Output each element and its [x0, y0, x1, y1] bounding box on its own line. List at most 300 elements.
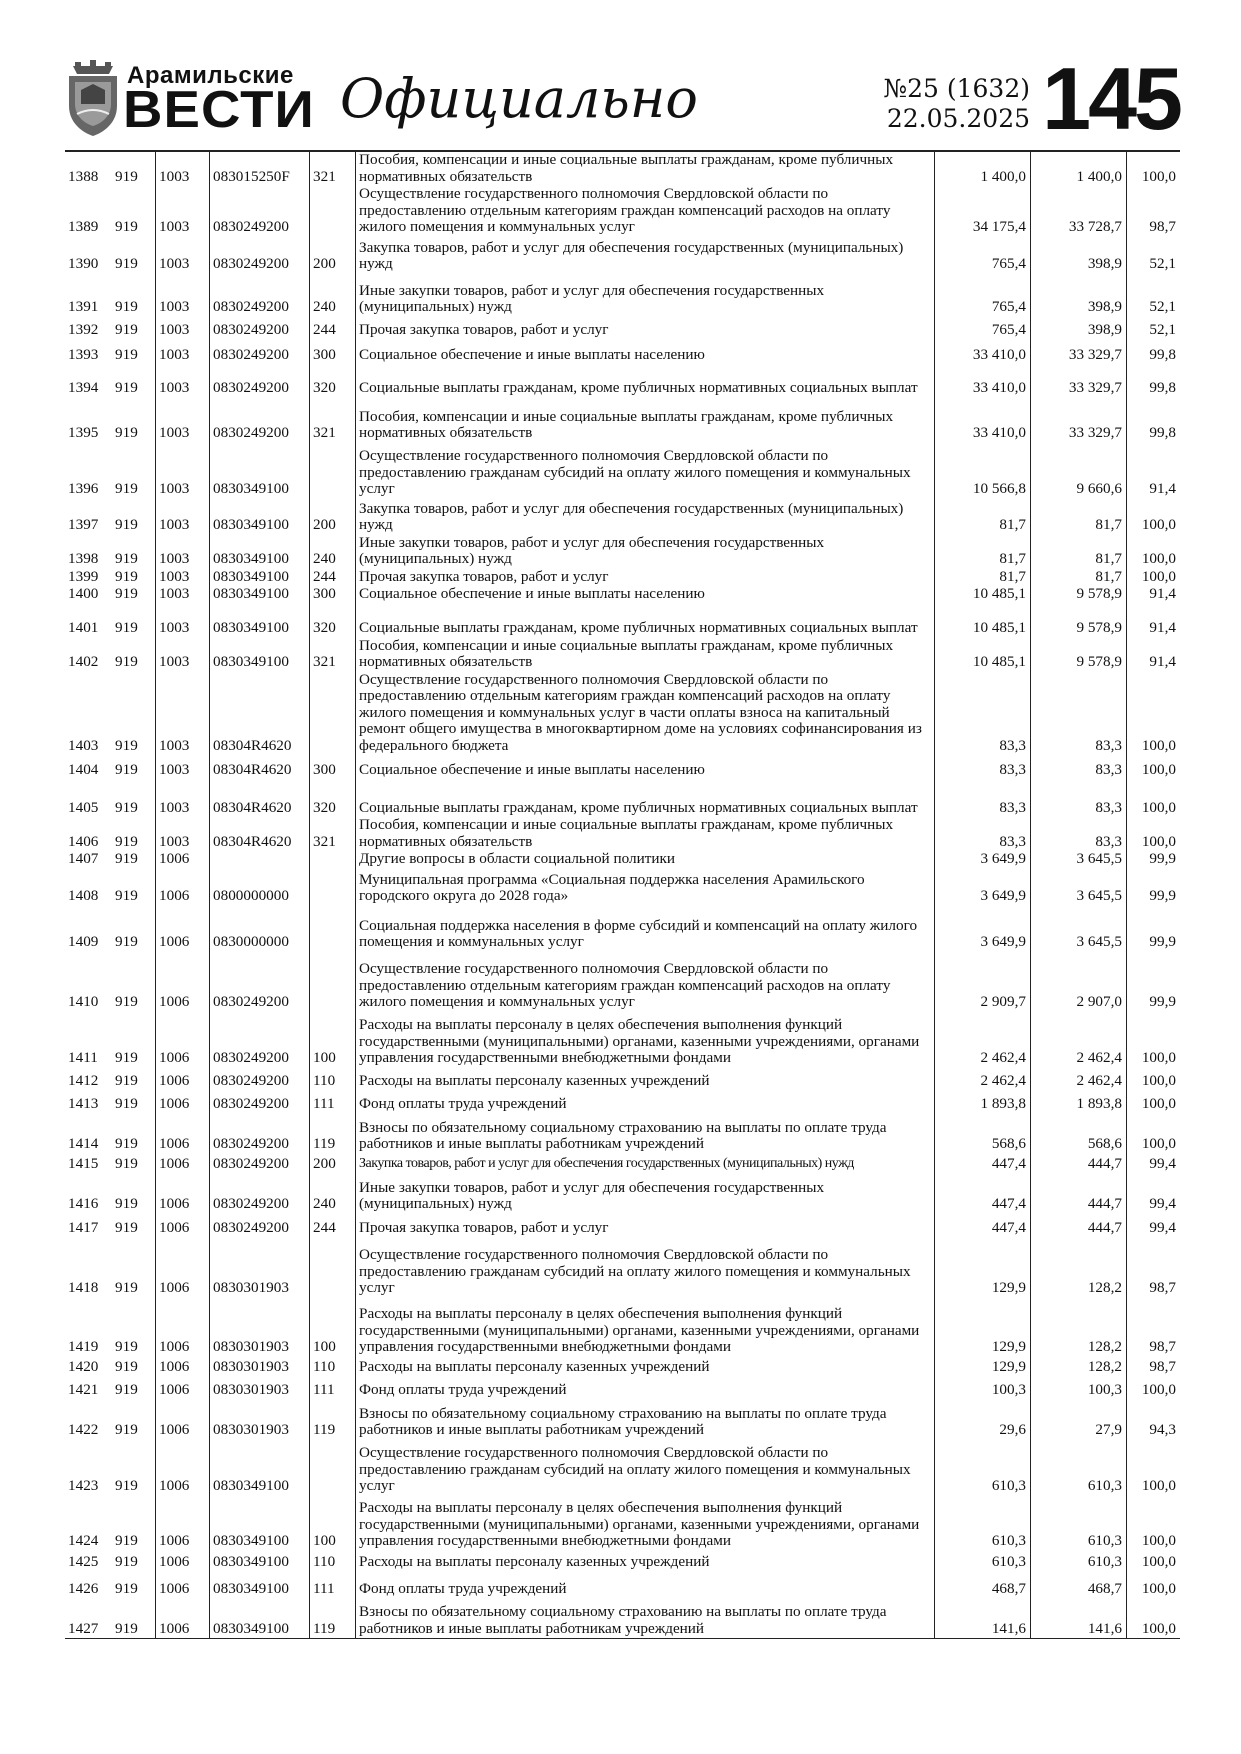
- planned-amount: 447,4: [935, 1174, 1031, 1214]
- expense-type-code: 321: [310, 152, 356, 186]
- planned-amount: 447,4: [935, 1154, 1031, 1174]
- section-code: 1006: [156, 906, 210, 952]
- executed-amount: 444,7: [1031, 1174, 1127, 1214]
- expense-type-code: 100: [310, 1298, 356, 1357]
- target-article-code: 0830349100: [210, 1496, 310, 1551]
- planned-amount: 447,4: [935, 1214, 1031, 1238]
- ministry-code: 919: [115, 1049, 138, 1066]
- item-description: Расходы на выплаты персоналу казенных учреждений: [356, 1357, 935, 1377]
- target-article-code: 0830349100: [210, 1440, 310, 1496]
- section-code: 1006: [156, 1238, 210, 1298]
- item-description: Муниципальная программа «Социальная поддержка населения Арамильского городского округа до 2028 года»: [356, 869, 935, 906]
- execution-percent: 99,8: [1127, 398, 1181, 443]
- executed-amount: 398,9: [1031, 274, 1127, 317]
- ministry-code: 919: [115, 798, 138, 816]
- item-description: Осуществление государственного полномочия Свердловской области по предоставлению гражданам субсидий на оплату жилого помещения и коммунальных услуг: [356, 1440, 935, 1496]
- item-description: Закупка товаров, работ и услуг для обеспечения государственных (муниципальных) нужд: [356, 499, 935, 535]
- executed-amount: 9 578,9: [1031, 586, 1127, 604]
- expense-type-code: 110: [310, 1357, 356, 1377]
- section-code: 1003: [156, 586, 210, 604]
- ministry-code: 919: [115, 653, 138, 670]
- executed-amount: 128,2: [1031, 1298, 1127, 1357]
- item-description: Фонд оплаты труда учреждений: [356, 1091, 935, 1114]
- planned-amount: 83,3: [935, 755, 1031, 779]
- ministry-code: 919: [115, 933, 138, 950]
- ministry-code: 919: [115, 167, 138, 185]
- execution-percent: 52,1: [1127, 317, 1181, 340]
- ministry-code: 919: [115, 1358, 138, 1375]
- planned-amount: 100,3: [935, 1377, 1031, 1400]
- section-code: 1003: [156, 152, 210, 186]
- section-code: 1003: [156, 604, 210, 638]
- target-article-code: 0830301903: [210, 1357, 310, 1377]
- item-description: Другие вопросы в области социальной политики: [356, 851, 935, 869]
- table-row: [65, 443, 1180, 499]
- execution-percent: 100,0: [1127, 499, 1181, 535]
- expense-type-code: 320: [310, 604, 356, 638]
- expense-type-code: 200: [310, 499, 356, 535]
- item-description: Пособия, компенсации и иные социальные выплаты гражданам, кроме публичных нормативных обязательств: [356, 638, 935, 672]
- table-row: [65, 1357, 1180, 1377]
- execution-percent: 98,7: [1127, 1238, 1181, 1298]
- section-code: 1003: [156, 340, 210, 365]
- item-description: Фонд оплаты труда учреждений: [356, 1377, 935, 1400]
- expense-type-code: 244: [310, 569, 356, 587]
- ministry-code: 919: [115, 1381, 138, 1398]
- ministry-code: 919: [115, 760, 138, 778]
- planned-amount: 3 649,9: [935, 906, 1031, 952]
- target-article-code: 0830249200: [210, 1068, 310, 1091]
- planned-amount: 3 649,9: [935, 851, 1031, 869]
- table-row: [65, 1068, 1180, 1091]
- planned-amount: 33 410,0: [935, 365, 1031, 398]
- execution-percent: 100,0: [1127, 755, 1181, 779]
- expense-type-code: 100: [310, 1496, 356, 1551]
- row-number: 1419: [68, 1338, 99, 1355]
- table-row: [65, 586, 1180, 604]
- table-row: [65, 1496, 1180, 1551]
- row-number: 1415: [68, 1155, 99, 1172]
- row-number: 1424: [68, 1532, 99, 1549]
- row-number: 1408: [68, 887, 99, 904]
- planned-amount: 81,7: [935, 535, 1031, 569]
- expense-type-code: 300: [310, 755, 356, 779]
- ministry-code: 919: [112, 1599, 156, 1639]
- item-description: Прочая закупка товаров, работ и услуг: [356, 569, 935, 587]
- executed-amount: 83,3: [1031, 817, 1127, 851]
- row-number: 1420: [68, 1358, 99, 1375]
- table-row: [65, 1440, 1180, 1496]
- expense-type-code: [310, 851, 356, 869]
- logo-top-text: Арамильские: [127, 62, 294, 89]
- row-number: 1414: [68, 1135, 99, 1152]
- execution-percent: 100,0: [1127, 569, 1181, 587]
- ministry-code: 919: [115, 736, 138, 754]
- execution-percent: 99,9: [1127, 869, 1181, 906]
- section-code: 1006: [156, 1114, 210, 1154]
- item-description: Социальное обеспечение и иные выплаты населению: [356, 755, 935, 779]
- execution-percent: 100,0: [1127, 817, 1181, 851]
- planned-amount: 2 462,4: [935, 1012, 1031, 1068]
- section-code: 1006: [156, 869, 210, 906]
- row-number: 1397: [68, 516, 99, 533]
- expense-type-code: [310, 186, 356, 237]
- target-article-code: 0830349100: [210, 604, 310, 638]
- expense-type-code: [310, 906, 356, 952]
- item-description: Фонд оплаты труда учреждений: [356, 1572, 935, 1599]
- ministry-code: 919: [115, 1580, 138, 1597]
- target-article-code: 0830349100: [210, 1551, 310, 1572]
- executed-amount: 128,2: [1031, 1357, 1127, 1377]
- table-row: [65, 851, 1180, 869]
- table-row: [65, 638, 1180, 672]
- row-number: 1389: [68, 218, 99, 235]
- row-number: 1409: [68, 933, 99, 950]
- table-row: [65, 1377, 1180, 1400]
- target-article-code: 0830249200: [210, 317, 310, 340]
- execution-percent: 99,8: [1127, 340, 1181, 365]
- expense-type-code: [310, 869, 356, 906]
- target-article-code: 0830301903: [210, 1298, 310, 1357]
- table-row: [65, 1154, 1180, 1174]
- row-number: 1400: [68, 586, 99, 602]
- expense-type-code: [310, 952, 356, 1012]
- row-number: 1395: [68, 424, 99, 441]
- item-description: Расходы на выплаты персоналу в целях обеспечения выполнения функций государственными (муниципальными) органами, казенными учреждениями, органами управления государственными внебюджетными фондами: [356, 1496, 935, 1551]
- ministry-code: 919: [115, 1095, 138, 1112]
- planned-amount: 10 485,1: [935, 604, 1031, 638]
- item-description: Расходы на выплаты персоналу в целях обеспечения выполнения функций государственными (муниципальными) органами, казенными учреждениями, органами управления государственными внебюджетными фондами: [356, 1012, 935, 1068]
- expense-type-code: 321: [310, 398, 356, 443]
- table-row: [65, 152, 1180, 186]
- planned-amount: 765,4: [935, 274, 1031, 317]
- planned-amount: 1 893,8: [935, 1091, 1031, 1114]
- expense-type-code: 300: [310, 586, 356, 604]
- execution-percent: 100,0: [1127, 672, 1181, 756]
- target-article-code: 0830000000: [210, 906, 310, 952]
- target-article-code: 0830349100: [210, 638, 310, 672]
- execution-percent: 52,1: [1127, 237, 1181, 274]
- section-code: 1003: [156, 672, 210, 756]
- planned-amount: 81,7: [935, 499, 1031, 535]
- expense-type-code: 240: [310, 535, 356, 569]
- expense-type-code: [310, 672, 356, 756]
- row-number: 1407: [68, 851, 99, 867]
- target-article-code: 0830249200: [210, 340, 310, 365]
- section-code: 1003: [156, 186, 210, 237]
- item-description: Закупка товаров, работ и услуг для обеспечения государственных (муниципальных) нужд: [356, 237, 935, 274]
- ministry-code: 919: [115, 550, 138, 567]
- execution-percent: 100,0: [1127, 1114, 1181, 1154]
- executed-amount: 128,2: [1031, 1238, 1127, 1298]
- row-number: 1421: [68, 1381, 99, 1398]
- executed-amount: 9 578,9: [1031, 638, 1127, 672]
- execution-percent: 100,0: [1127, 152, 1181, 186]
- section-code: 1006: [156, 1440, 210, 1496]
- ministry-code: 919: [115, 379, 138, 396]
- execution-percent: 91,4: [1127, 586, 1181, 604]
- item-description: Закупка товаров, работ и услуг для обеспечения государственных (муниципальных) нужд: [356, 1154, 935, 1174]
- execution-percent: 98,7: [1127, 1357, 1181, 1377]
- item-description: Социальная поддержка населения в форме субсидий и компенсаций на оплату жилого помещения и коммунальных услуг: [356, 906, 935, 952]
- row-number: 1417: [68, 1219, 99, 1236]
- page-number: 145: [1042, 49, 1180, 148]
- section-code: 1003: [156, 443, 210, 499]
- ministry-code: 919: [115, 516, 138, 533]
- section-code: 1003: [156, 817, 210, 851]
- ministry-code: 919: [115, 568, 138, 585]
- expense-type-code: 200: [310, 237, 356, 274]
- expense-type-code: 244: [310, 317, 356, 340]
- table-row: [65, 186, 1180, 237]
- ministry-code: 919: [115, 1421, 138, 1438]
- executed-amount: 9 660,6: [1031, 443, 1127, 499]
- row-number: 1405: [68, 798, 99, 816]
- execution-percent: 99,9: [1127, 906, 1181, 952]
- planned-amount: 568,6: [935, 1114, 1031, 1154]
- execution-percent: 99,9: [1127, 851, 1181, 869]
- executed-amount: 33 329,7: [1031, 340, 1127, 365]
- ministry-code: 919: [115, 424, 138, 441]
- item-description: Прочая закупка товаров, работ и услуг: [356, 1214, 935, 1238]
- planned-amount: 141,6: [935, 1599, 1031, 1639]
- target-article-code: 0830249200: [210, 1214, 310, 1238]
- section-code: 1006: [156, 1068, 210, 1091]
- target-article-code: 0830249200: [210, 1091, 310, 1114]
- ministry-code: 919: [115, 619, 138, 636]
- executed-amount: 33 329,7: [1031, 365, 1127, 398]
- row-number: 1411: [68, 1049, 98, 1066]
- expense-type-code: 240: [310, 274, 356, 317]
- planned-amount: 468,7: [935, 1572, 1031, 1599]
- target-article-code: 0830301903: [210, 1377, 310, 1400]
- item-description: Социальные выплаты гражданам, кроме публичных нормативных социальных выплат: [356, 365, 935, 398]
- execution-percent: 100,0: [1127, 779, 1181, 817]
- budget-table-body: [65, 152, 1180, 1639]
- execution-percent: 100,0: [1127, 1599, 1181, 1639]
- item-description: Иные закупки товаров, работ и услуг для обеспечения государственных (муниципальных) нужд: [356, 1174, 935, 1214]
- target-article-code: 0830249200: [210, 1154, 310, 1174]
- row-number: 1396: [68, 480, 99, 497]
- expense-type-code: [310, 1238, 356, 1298]
- row-number: 1391: [68, 298, 99, 315]
- ministry-code: 919: [115, 851, 138, 867]
- executed-amount: 83,3: [1031, 755, 1127, 779]
- logo-main-text: ВЕСТИ: [123, 81, 315, 139]
- target-article-code: 0830249200: [210, 1174, 310, 1214]
- table-row: [65, 779, 1180, 817]
- section-code: 1003: [156, 398, 210, 443]
- table-row: [65, 1091, 1180, 1114]
- section-code: 1006: [156, 1357, 210, 1377]
- planned-amount: 83,3: [935, 817, 1031, 851]
- item-description: Расходы на выплаты персоналу казенных учреждений: [356, 1551, 935, 1572]
- target-article-code: 0830249200: [210, 952, 310, 1012]
- row-number: 1392: [68, 321, 99, 338]
- planned-amount: 33 410,0: [935, 398, 1031, 443]
- row-number: 1401: [68, 619, 99, 636]
- target-article-code: 0800000000: [210, 869, 310, 906]
- item-description: Социальное обеспечение и иные выплаты населению: [356, 586, 935, 604]
- ministry-code: 919: [115, 218, 138, 235]
- expense-type-code: 119: [310, 1599, 356, 1639]
- table-row: [65, 398, 1180, 443]
- expense-type-code: [310, 1440, 356, 1496]
- row-number: 1416: [68, 1195, 99, 1212]
- table-row: [65, 340, 1180, 365]
- planned-amount: 10 566,8: [935, 443, 1031, 499]
- table-row: [65, 1551, 1180, 1572]
- expense-type-code: 200: [310, 1154, 356, 1174]
- execution-percent: 99,9: [1127, 952, 1181, 1012]
- planned-amount: 610,3: [935, 1551, 1031, 1572]
- table-row: [65, 672, 1180, 756]
- executed-amount: 141,6: [1031, 1599, 1127, 1639]
- table-row: [65, 1214, 1180, 1238]
- section-code: 1006: [156, 1551, 210, 1572]
- target-article-code: 0830349100: [210, 1599, 310, 1639]
- ministry-code: 919: [115, 1072, 138, 1089]
- section-code: 1003: [156, 499, 210, 535]
- ministry-code: 919: [115, 586, 138, 602]
- table-row: [65, 365, 1180, 398]
- table-row: [65, 1238, 1180, 1298]
- target-article-code: 0830249200: [210, 186, 310, 237]
- ministry-code: 919: [115, 1219, 138, 1236]
- planned-amount: 129,9: [935, 1357, 1031, 1377]
- item-description: Иные закупки товаров, работ и услуг для обеспечения государственных (муниципальных) нужд: [356, 274, 935, 317]
- section-code: 1006: [156, 1214, 210, 1238]
- planned-amount: 10 485,1: [935, 638, 1031, 672]
- execution-percent: 100,0: [1127, 1572, 1181, 1599]
- executed-amount: 100,3: [1031, 1377, 1127, 1400]
- execution-percent: 94,3: [1127, 1400, 1181, 1440]
- target-article-code: 0830349100: [210, 443, 310, 499]
- executed-amount: 1 893,8: [1031, 1091, 1127, 1114]
- section-code: 1003: [156, 237, 210, 274]
- section-code: 1003: [156, 755, 210, 779]
- ministry-code: 919: [115, 832, 138, 850]
- item-description: Расходы на выплаты персоналу в целях обеспечения выполнения функций государственными (муниципальными) органами, казенными учреждениями, органами управления государственными внебюджетными фондами: [356, 1298, 935, 1357]
- planned-amount: 83,3: [935, 672, 1031, 756]
- row-number: 1413: [68, 1095, 99, 1112]
- item-description: Социальные выплаты гражданам, кроме публичных нормативных социальных выплат: [356, 604, 935, 638]
- target-article-code: 0830301903: [210, 1400, 310, 1440]
- executed-amount: 610,3: [1031, 1440, 1127, 1496]
- item-description: Иные закупки товаров, работ и услуг для обеспечения государственных (муниципальных) нужд: [356, 535, 935, 569]
- planned-amount: 34 175,4: [935, 186, 1031, 237]
- section-code: 1006: [156, 1174, 210, 1214]
- executed-amount: 2 462,4: [1031, 1012, 1127, 1068]
- expense-type-code: 320: [310, 365, 356, 398]
- execution-percent: 100,0: [1127, 1377, 1181, 1400]
- target-article-code: [210, 851, 310, 869]
- row-number: 1425: [68, 1553, 99, 1570]
- expense-type-code: [310, 443, 356, 499]
- item-description: Взносы по обязательному социальному страхованию на выплаты по оплате труда работников и иные выплаты работникам учреждений: [356, 1599, 935, 1639]
- item-description: Социальное обеспечение и иные выплаты населению: [356, 340, 935, 365]
- row-number: 1390: [68, 255, 99, 272]
- row-number: 1398: [68, 550, 99, 567]
- executed-amount: 81,7: [1031, 499, 1127, 535]
- section-code: 1006: [156, 1091, 210, 1114]
- target-article-code: 08304R4620: [210, 779, 310, 817]
- execution-percent: 99,4: [1127, 1174, 1181, 1214]
- row-number: 1410: [68, 993, 99, 1010]
- section-code: 1006: [156, 1377, 210, 1400]
- row-number: 1402: [68, 653, 99, 670]
- row-number: 1393: [68, 346, 99, 363]
- section-code: 1006: [156, 1154, 210, 1174]
- target-article-code: 0830349100: [210, 586, 310, 604]
- section-code: 1006: [156, 1298, 210, 1357]
- table-row: [65, 274, 1180, 317]
- executed-amount: 398,9: [1031, 317, 1127, 340]
- table-row: [65, 817, 1180, 851]
- ministry-code: 919: [115, 255, 138, 272]
- section-code: 1003: [156, 569, 210, 587]
- execution-percent: 99,4: [1127, 1214, 1181, 1238]
- coat-of-arms-icon: [65, 60, 121, 138]
- execution-percent: 100,0: [1127, 1068, 1181, 1091]
- section-code: 1006: [156, 1496, 210, 1551]
- target-article-code: 0830301903: [210, 1238, 310, 1298]
- target-article-code: 08304R4620: [210, 817, 310, 851]
- table-row: [65, 1572, 1180, 1599]
- execution-percent: 99,8: [1127, 365, 1181, 398]
- item-description: Пособия, компенсации и иные социальные выплаты гражданам, кроме публичных нормативных обязательств: [356, 817, 935, 851]
- table-row: [65, 1599, 1180, 1639]
- issue-number: №25 (1632): [883, 74, 1030, 103]
- item-description: Осуществление государственного полномочия Свердловской области по предоставлению отдельным категориям граждан компенсаций расходов на оплату жилого помещения и коммунальных услуг: [356, 186, 935, 237]
- row-number: 1423: [68, 1477, 99, 1494]
- expense-type-code: 320: [310, 779, 356, 817]
- section-code: 1003: [156, 317, 210, 340]
- ministry-code: 919: [115, 887, 138, 904]
- ministry-code: 919: [115, 993, 138, 1010]
- target-article-code: 0830349100: [210, 499, 310, 535]
- section-code: 1006: [156, 952, 210, 1012]
- expense-type-code: 300: [310, 340, 356, 365]
- expense-type-code: 119: [310, 1114, 356, 1154]
- ministry-code: 919: [115, 321, 138, 338]
- executed-amount: 83,3: [1031, 779, 1127, 817]
- row-number: 1426: [68, 1580, 99, 1597]
- execution-percent: 52,1: [1127, 274, 1181, 317]
- planned-amount: 33 410,0: [935, 340, 1031, 365]
- item-description: Взносы по обязательному социальному страхованию на выплаты по оплате труда работников и иные выплаты работникам учреждений: [356, 1114, 935, 1154]
- row-number: 1403: [68, 736, 99, 754]
- target-article-code: 0830349100: [210, 1572, 310, 1599]
- execution-percent: 91,4: [1127, 638, 1181, 672]
- table-row: [65, 755, 1180, 779]
- execution-percent: 100,0: [1127, 1440, 1181, 1496]
- execution-percent: 100,0: [1127, 1091, 1181, 1114]
- table-row: [65, 237, 1180, 274]
- item-description: Пособия, компенсации и иные социальные выплаты гражданам, кроме публичных нормативных обязательств: [356, 152, 935, 186]
- ministry-code: 919: [115, 1532, 138, 1549]
- executed-amount: 33 329,7: [1031, 398, 1127, 443]
- expense-type-code: 244: [310, 1214, 356, 1238]
- planned-amount: 765,4: [935, 237, 1031, 274]
- target-article-code: 08304R4620: [210, 672, 310, 756]
- section-code: 1003: [156, 365, 210, 398]
- executed-amount: 3 645,5: [1031, 851, 1127, 869]
- item-description: Взносы по обязательному социальному страхованию на выплаты по оплате труда работников и иные выплаты работникам учреждений: [356, 1400, 935, 1440]
- table-row: [65, 499, 1180, 535]
- executed-amount: 468,7: [1031, 1572, 1127, 1599]
- item-description: Осуществление государственного полномочия Свердловской области по предоставлению гражданам субсидий на оплату жилого помещения и коммунальных услуг: [356, 443, 935, 499]
